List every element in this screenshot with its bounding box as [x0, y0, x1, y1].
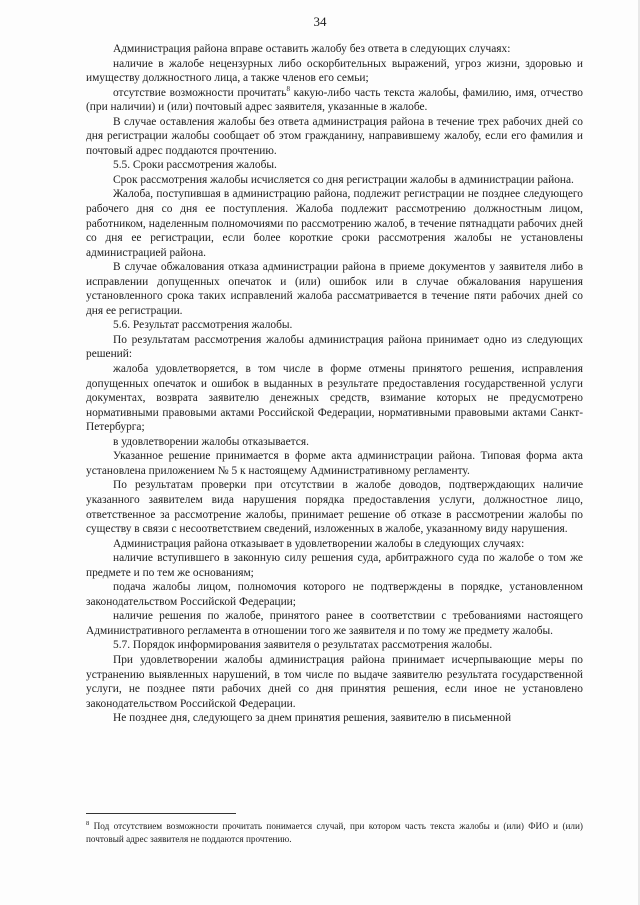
- paragraph: в удовлетворении жалобы отказывается.: [113, 435, 309, 448]
- paragraph: В случае оставления жалобы без ответа администрация района в течение трех рабочих дней со дня регистрации жалобы сообщает об этом гражданину, направившему жалобу, если его фамилия и почтовый адрес поддаются прочтению.: [86, 115, 583, 157]
- section-heading: 5.5. Сроки рассмотрения жалобы.: [113, 159, 277, 172]
- footnote: [86, 820, 583, 845]
- paragraph-with-footnote-ref: [86, 86, 583, 115]
- footnote-text: Под отсутствием возможности прочитать понимается случай, при котором часть текста жалобы и (или) ФИО и (или) почтовый адрес заявителя не поддаются прочтению.: [86, 821, 583, 844]
- paragraph: В случае обжалования отказа администрации района в приеме документов у заявителя либо в исправлении допущенных опечаток и (или) ошибок или в случае обжалования нарушения установленного срока таких исправлений жалоба рассматривается в течение пяти рабочих дней со дня ее регистрации.: [86, 261, 583, 317]
- paragraph-text: какую-либо часть текста жалобы, фамилию, имя, отчество (при наличии) и (или) почтовый адрес заявителя, указанные в жалобе.: [86, 86, 583, 114]
- paragraph: жалоба удовлетворяется, в том числе в форме отмены принятого решения, исправления допущенных опечаток и ошибок в выданных в результате предоставления государственной услуги документах, возврата заявителю денежных средств, взимание которых не предусмотрено нормативными правовыми актами Российской Федерации, нормативными правовыми актами Санкт-Петербурга;: [86, 363, 583, 434]
- page-number: 34: [313, 14, 327, 29]
- section-heading: 5.7. Порядок информирования заявителя о результатах рассмотрения жалобы.: [113, 639, 493, 652]
- paragraph: наличие в жалобе нецензурных либо оскорбительных выражений, угроз жизни, здоровью и имуществу должностного лица, а также членов его семьи;: [86, 57, 583, 85]
- paragraph: Не позднее дня, следующего за днем принятия решения, заявителю в письменной: [113, 712, 512, 725]
- paragraph: Администрация района отказывает в удовлетворении жалобы в следующих случаях:: [113, 537, 525, 550]
- footnote-mark: 8: [86, 819, 90, 827]
- paragraph: подача жалобы лицом, полномочия которого не подтверждены в порядке, установленном законодательством Российской Федерации;: [86, 581, 583, 608]
- paragraph: наличие вступившего в законную силу решения суда, арбитражного суда по жалобе о том же предмете и по тем же основаниям;: [86, 552, 583, 579]
- body-text: [86, 42, 583, 726]
- paragraph: наличие решения по жалобе, принятого ранее в соответствии с требованиями настоящего Административного регламента в отношении того же заявителя и по тому же предмету жалобы.: [86, 610, 583, 637]
- paragraph: Администрация района вправе оставить жалобу без ответа в следующих случаях:: [113, 43, 511, 55]
- footnote-divider: [86, 813, 236, 814]
- footnote-reference: 8: [286, 84, 290, 93]
- paragraph: По результатам проверки при отсутствии в жалобе доводов, подтверждающих наличие указанного заявителем вида нарушения порядка предоставления услуги, должностное лицо, ответственное за рассмотрение жалобы, принимает решение об отказе в рассмотрении жалобы по существу в связи с несоответствием сведений, изложенных в жалобе, указанному виду нарушения.: [86, 479, 583, 536]
- paragraph: При удовлетворении жалобы администрация района принимает исчерпывающие меры по устранению выявленных нарушений, в том числе по выдаче заявителю результата государственной услуги, не позднее пяти рабочих дней со дня принятия решения, если иное не установлено законодательством Российской Федерации.: [86, 653, 583, 710]
- paragraph: По результатам рассмотрения жалобы администрация района принимает одно из следующих решений:: [86, 333, 583, 361]
- paragraph: Указанное решение принимается в форме акта администрации района. Типовая форма акта установлена приложением № 5 к настоящему Административному регламенту.: [86, 450, 583, 477]
- paragraph-text: отсутствие возможности прочитать: [113, 86, 287, 99]
- paragraph: Жалоба, поступившая в администрацию района, подлежит регистрации не позднее следующего рабочего дня со дня ее поступления. Жалоба подлежит рассмотрению должностным лицом, работником, наделенным полномочиями по рассмотрению жалоб, в течение пятнадцати рабочих дней со дня ее регистрации, если более короткие сроки рассмотрения жалобы не установлены администрацией района.: [86, 188, 583, 259]
- section-heading: 5.6. Результат рассмотрения жалобы.: [113, 319, 293, 332]
- paragraph: Срок рассмотрения жалобы исчисляется со дня регистрации жалобы в администрации района.: [113, 173, 574, 186]
